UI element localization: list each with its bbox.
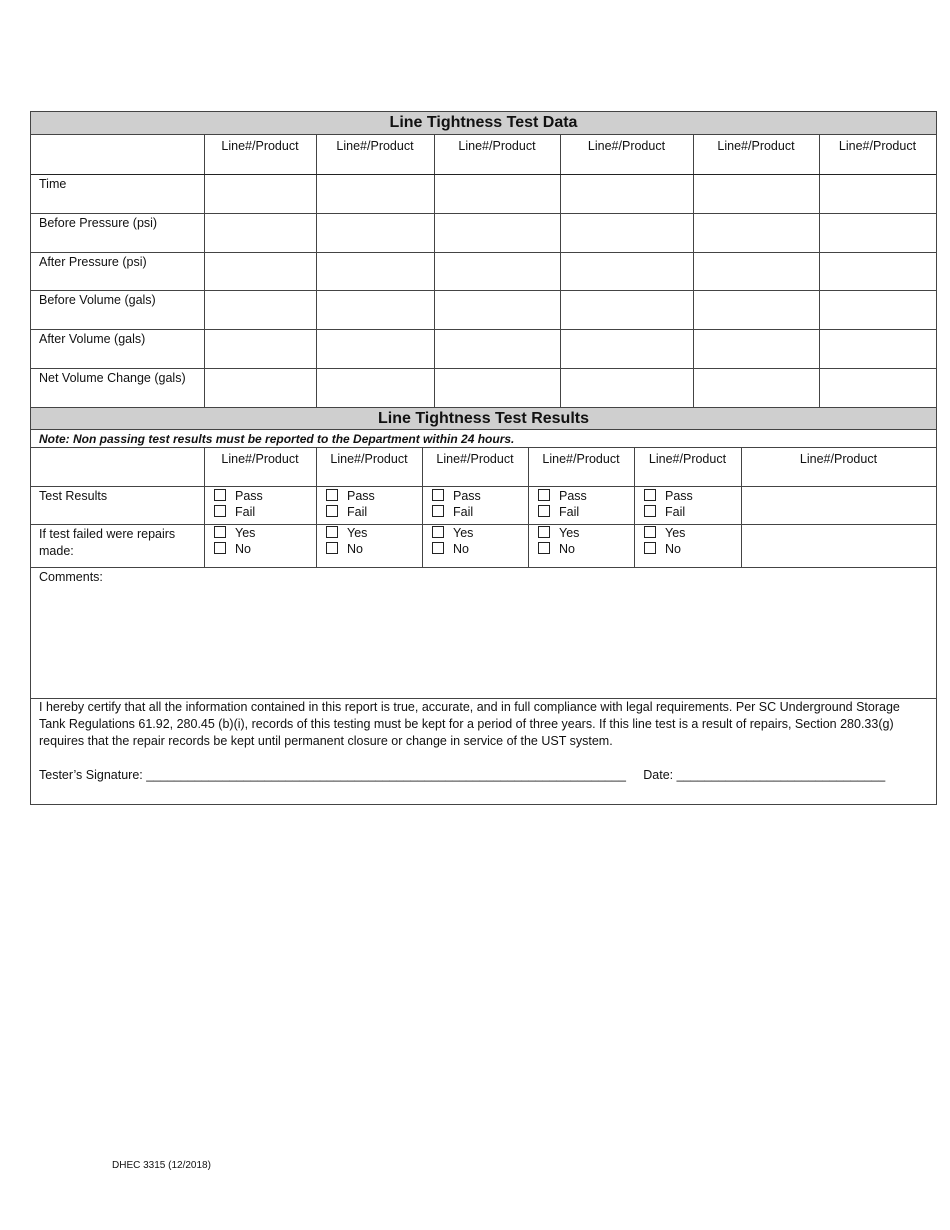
fail-checkbox[interactable] [538,505,550,517]
col-1 [204,135,316,407]
reporting-note: Note: Non passing test results must be reported to the Department within 24 hours. [39,432,515,446]
certification-text: I hereby certify that all the information contained in this report is true, accurate, and in full compliance with legal requirements. Per SC Underground Storage Tank Regulations 61.92, 280.45 (b)(i), records of this testing must be kept for a period of three years. If this line test is a result of repairs, Section 280.33(g) requires that the repair records be kept until permanent closure or change in service of the UST system. [39,700,900,748]
col-5 [693,135,819,407]
row-label-before-volume: Before Volume (gals) [39,293,156,307]
pass-checkbox[interactable] [432,489,444,501]
no-checkbox[interactable] [214,542,226,554]
row-label-repairs: If test failed were repairs made: [39,527,176,558]
row-label-after-volume: After Volume (gals) [39,332,146,346]
signature-date-line[interactable]: Tester’s Signature: _____________________________________________________________________ Date: ______________________________ [39,768,886,782]
column-header: Line#/Product [221,139,299,153]
fail-checkbox[interactable] [326,505,338,517]
test-data-title: Line Tightness Test Data [31,112,936,135]
no-checkbox[interactable] [432,542,444,554]
form-number: DHEC 3315 (12/2018) [112,1160,211,1171]
pass-checkbox[interactable] [644,489,656,501]
col-4 [560,135,693,407]
column-header: Line#/Product [838,139,917,153]
no-checkbox[interactable] [644,542,656,554]
column-header: Line#/Product [436,452,514,466]
column-header: Line#/Product [648,452,727,466]
yes-checkbox[interactable] [326,526,338,538]
row-label-test-results: Test Results [39,489,108,503]
pass-checkbox[interactable] [214,489,226,501]
comments-box[interactable] [31,567,936,699]
test-results-title: Line Tightness Test Results [31,407,936,430]
test-results-table: Line#/Product Line#/Product Line#/Product Line#/Product Line#/Product Line#/Product Test Results If test failed were repairs made: Pass Fail Pass Fail Pass Fail Pass Fail Pass Fail Yes No Yes No Yes No Yes No Yes No [31,448,936,567]
pass-checkbox[interactable] [326,489,338,501]
no-checkbox[interactable] [538,542,550,554]
column-header: Line#/Product [330,452,408,466]
yes-checkbox[interactable] [538,526,550,538]
row-label-net-volume: Net Volume Change (gals) [39,371,186,385]
row-label-after-pressure: After Pressure (psi) [39,255,147,269]
column-header: Line#/Product [336,139,414,153]
test-data-table [31,135,936,407]
column-header: Line#/Product [717,139,795,153]
pass-checkbox[interactable] [538,489,550,501]
no-checkbox[interactable] [326,542,338,554]
row-label-time: Time [39,177,67,191]
yes-checkbox[interactable] [644,526,656,538]
column-header: Line#/Product [221,452,299,466]
column-header: Line#/Product [542,452,620,466]
column-header: Line#/Product [587,139,666,153]
yes-checkbox[interactable] [214,526,226,538]
fail-checkbox[interactable] [432,505,444,517]
yes-checkbox[interactable] [432,526,444,538]
line-test-form [30,111,937,805]
col-2 [316,135,434,407]
certification-section [31,699,936,804]
col-6 [819,135,936,407]
col-3 [434,135,560,407]
fail-checkbox[interactable] [644,505,656,517]
fail-checkbox[interactable] [214,505,226,517]
column-header: Line#/Product [799,452,878,466]
column-header: Line#/Product [458,139,536,153]
row-label-before-pressure: Before Pressure (psi) [39,216,158,230]
comments-label: Comments: [39,570,103,584]
